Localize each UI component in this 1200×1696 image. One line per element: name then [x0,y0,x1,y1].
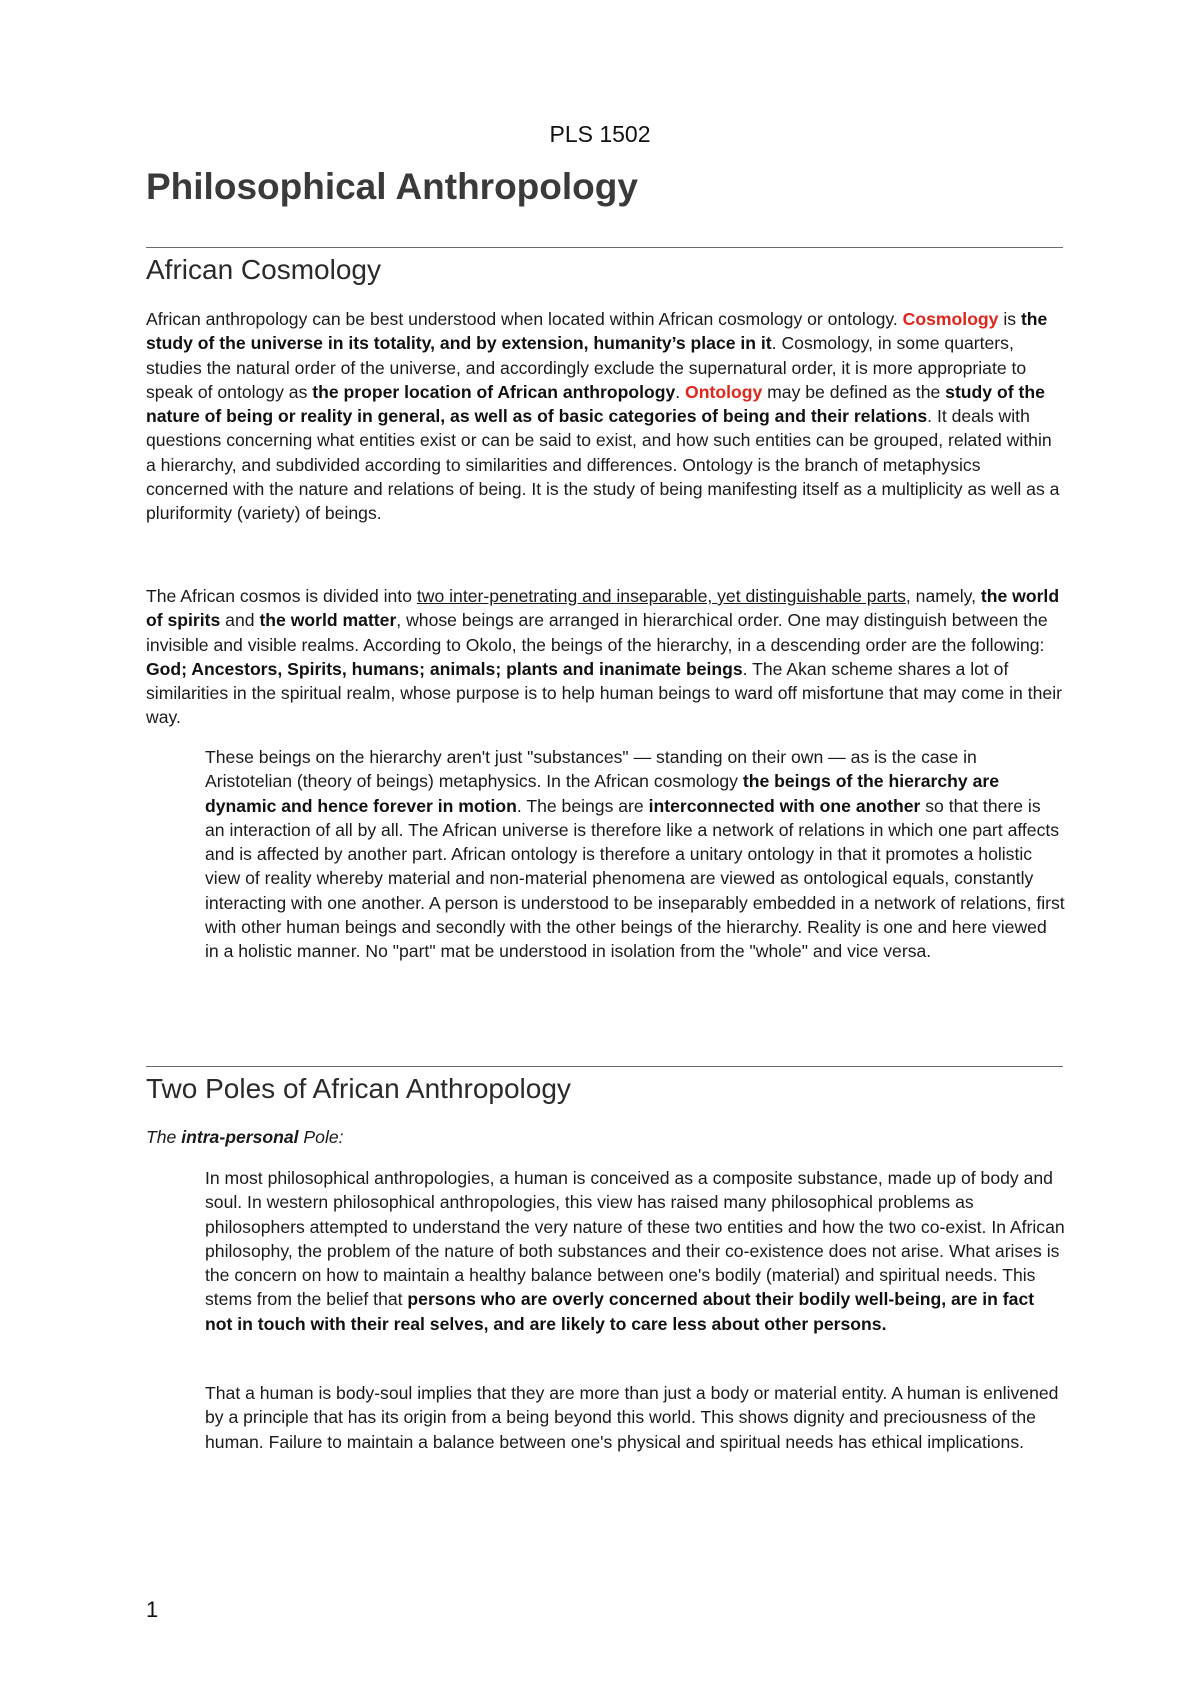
document-title: Philosophical Anthropology [146,166,638,207]
text-span: . The beings are [516,795,649,816]
paragraph-body-soul [205,1166,1065,1336]
text-span: . Cosmology, in some quarters, studies the natural order of the universe, and accordingly exclude the supernatural order, it is more appropriate to speak of ontology as [146,333,1027,402]
text-span: . It deals with questions concerning what entities exist or can be said to exist, and how such entities can be grouped, related within a hierarchy, and subdivided according to similarities and differences. Ontology is the branch of metaphysics concerned with the nature and relations of being. It is the study of being manifesting itself as a multiplicity as well as a pluriformity (variety) of beings. [146,406,1060,524]
text-span: may be defined as the [762,381,946,402]
course-code: PLS 1502 [549,121,651,147]
bold-text: the study of the universe in its totality, and by extension, humanity’s place in it [146,309,1048,354]
text-span: The African cosmos is divided into [146,586,417,606]
text-span: is [998,309,1021,329]
paragraph-african-cosmos [146,584,1066,730]
bold-text: the proper location of African anthropology [312,381,676,402]
text-span: and [220,610,260,631]
text-span: Pole: [298,1127,344,1147]
text-span: . [675,381,686,402]
paragraph-human-dignity: That a human is body-soul implies that they are more than just a body or material entity. A human is enlivened by a principle that has its origin from a being beyond this world. This shows dignity and preciousness of the human. Failure to maintain a balance between one's physical and spiritual needs has ethical implications. [205,1383,1059,1452]
text-span: . The Akan scheme shares a lot of similarities in the spiritual realm, whose purpose is to help human beings to ward off misfortune that may come in their way. [146,658,1062,728]
text-span: The [146,1127,182,1147]
bold-text: the world matter [259,610,397,631]
text-span: so that there is an interaction of all by all. The African universe is therefore like a network of relations in which one part affects and is affected by another part. African ontology is therefore a unitary ontology in that it promotes a holistic view of reality whereby material and non-material phenomena are viewed as ontological equals, constantly interacting with one another. A person is understood to be inseparably embedded in a network of relations, first with other human beings and secondly with the other beings of the hierarchy. Reality is one and here viewed in a holistic manner. No "part" mat be understood in isolation from the "whole" and vice versa. [205,795,1065,962]
paragraph-cosmology-definition [146,307,1066,526]
key-term-ontology: Ontology [685,381,763,402]
section-heading-two-poles: Two Poles of African Anthropology [146,1073,571,1104]
text-span: These beings on the hierarchy aren't just "substances" — standing on their own — as is the case in Aristotelian (theory of beings) metaphysics. In the African cosmology [205,747,977,792]
text-span: In most philosophical anthropologies, a human is conceived as a composite substance, made up of body and soul. In western philosophical anthropologies, this view has raised many philosophical problems as philosophers attempted to understand the very nature of these two entities and how the two co-exist. In African philosophy, the problem of the nature of both substances and their co-existence does not arise. What arises is the concern on how to maintain a healthy balance between one's bodily (material) and spiritual needs. This stems from the belief that [205,1168,1065,1310]
section-heading-african-cosmology: African Cosmology [146,254,381,285]
bold-text: the world of spirits [146,586,1060,631]
bold-text: persons who are overly concerned about their bodily well-being, are in fact not in touch with their real selves, and are likely to care less about other persons. [205,1289,1035,1334]
text-span: , whose beings are arranged in hierarchical order. One may distinguish between the invisible and visible realms. According to Okolo, the beings of the hierarchy, in a descending order are the following: [146,610,1048,655]
bold-text: the beings of the hierarchy are dynamic and hence forever in motion [205,771,1000,816]
bold-text: interconnected with one another [648,795,921,816]
page-number: 1 [146,1597,159,1622]
bold-text: study of the nature of being or reality in general, as well as of basic categories of being and their relations [146,381,1045,427]
key-term-cosmology: Cosmology [902,309,999,329]
section-divider [146,1066,1063,1067]
paragraph-hierarchy-dynamics [205,745,1065,964]
text-span: African anthropology can be best understood when located within African cosmology or ontology. [146,309,903,329]
section-divider [146,247,1063,248]
underlined-text: two inter-penetrating and inseparable, yet distinguishable parts [416,586,906,606]
bold-text: God; Ancestors, Spirits, humans; animals; plants and inanimate beings [146,658,743,679]
text-span: , namely, [905,586,981,606]
subheading-intra-personal-pole [146,1127,344,1148]
bold-text: intra-personal [181,1127,299,1147]
